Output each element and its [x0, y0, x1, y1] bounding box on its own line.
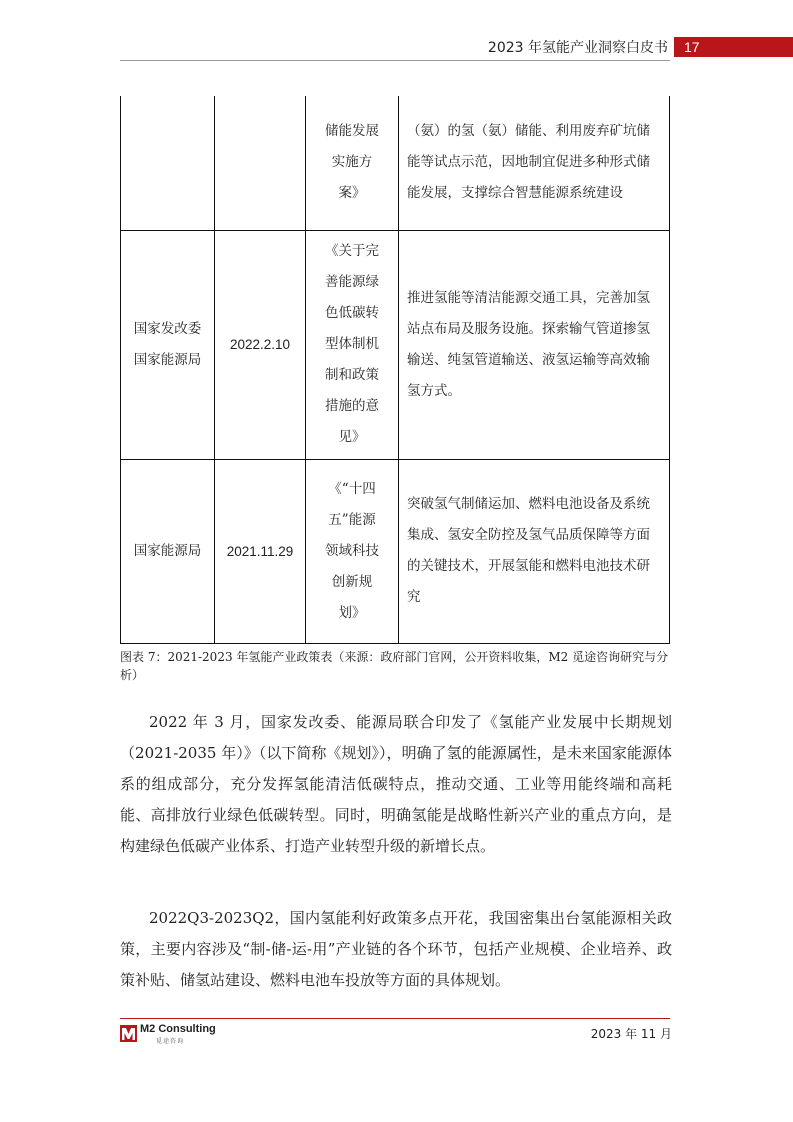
- policy-content-cell: 突破氢气制储运加、燃料电池设备及系统集成、氢安全防控及氢气品质保障等方面的关键技术，开展氢能和燃料电池技术研究: [399, 459, 670, 643]
- policy-name-cell: 《关于完 善能源绿 色低碳转 型体制机 制和政策 措施的意 见》: [306, 230, 399, 459]
- policy-name-cell: 《“十四 五”能源 领域科技 创新规 划》: [306, 459, 399, 643]
- date-cell: 2021.11.29: [215, 459, 306, 643]
- policy-content-cell: （氨）的氢（氨）储能、利用废弃矿坑储能等试点示范，因地制宜促进多种形式储能发展，支撑综合智慧能源系统建设: [399, 96, 670, 230]
- issuer-cell: 国家能源局: [121, 459, 215, 643]
- date-cell: 2022.2.10: [215, 230, 306, 459]
- policy-name-cell: 储能发展 实施方 案》: [306, 96, 399, 230]
- header-title: 2023 年氢能产业洞察白皮书: [487, 40, 668, 56]
- table-caption: 图表 7：2021-2023 年氢能产业政策表（来源：政府部门官网，公开资料收集，M2 觅途咨询研究与分析）: [120, 650, 669, 682]
- header-divider: [120, 60, 670, 61]
- footer-date: 2023 年 11 月: [590, 1027, 672, 1041]
- table-row: [121, 230, 670, 459]
- page-number: 17: [674, 37, 793, 57]
- issuer-cell: [121, 96, 215, 230]
- body-paragraph: 2022 年 3 月，国家发改委、能源局联合印发了《氢能产业发展中长期规划（2021-2035 年）》（以下简称《规划》），明确了氢的能源属性，是未来国家能源体系的组成部分，充分发挥氢能清洁低碳特点，推动交通、工业等用能终端和高耗能、高排放行业绿色低碳转型。同时，明确氢能是战略性新兴产业的重点方向，是构建绿色低碳产业体系、打造产业转型升级的新增长点。: [120, 713, 672, 855]
- table-row: [121, 459, 670, 643]
- logo-text: M2 Consulting: [140, 1023, 216, 1035]
- date-cell: [215, 96, 306, 230]
- logo-subtext: 觅途咨询: [156, 1038, 185, 1045]
- body-paragraph: 2022Q3-2023Q2，国内氢能利好政策多点开花，我国密集出台氢能源相关政策，主要内容涉及“制-储-运-用”产业链的各个环节，包括产业规模、企业培养、政策补贴、储氢站建设、燃料电池车投放等方面的具体规划。: [120, 909, 672, 989]
- policy-content-cell: 推进氢能等清洁能源交通工具，完善加氢站点布局及服务设施。探索输气管道掺氢输送、纯氢管道输送、液氢运输等高效输氢方式。: [399, 230, 670, 459]
- table-row: [121, 96, 670, 230]
- issuer-cell: 国家发改委 国家能源局: [121, 230, 215, 459]
- footer-divider: [120, 1018, 670, 1019]
- policy-table: [120, 96, 670, 644]
